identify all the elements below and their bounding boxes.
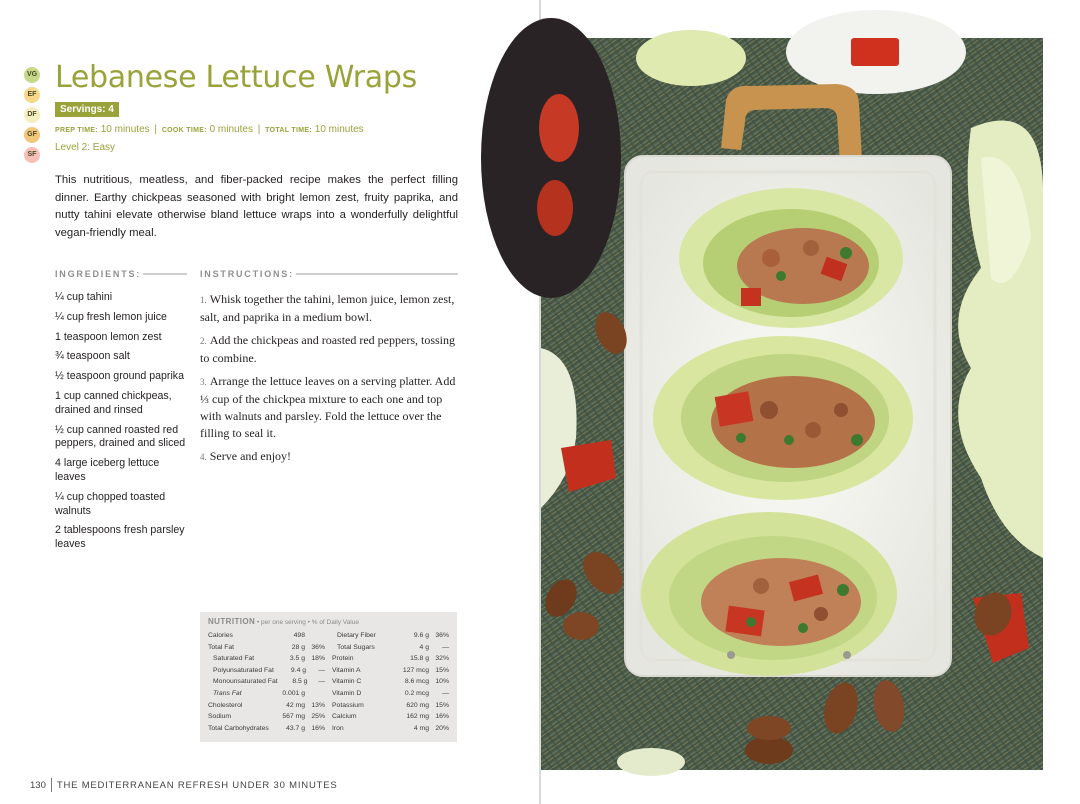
instructions-heading [200, 269, 458, 279]
nutrition-row [332, 676, 449, 688]
servings-badge: Servings: 4 [55, 102, 119, 117]
nutrient-pct: 32% [435, 655, 449, 663]
nutrient-name: Total Carbohydrates [208, 724, 269, 732]
ingredient-item: 1 cup canned chickpeas, drained and rinsed [55, 389, 172, 416]
nutrient-name: Vitamin D [332, 689, 362, 697]
nutrition-row [332, 665, 449, 677]
ingredients-list [55, 291, 190, 558]
heading-rule [143, 273, 187, 275]
recipe-photo [541, 38, 1043, 770]
nutrient-amount: 4 g [419, 643, 429, 651]
step-number: 3. [200, 377, 207, 388]
nutrition-row [208, 665, 325, 677]
time-separator: | [154, 124, 158, 135]
nutrition-panel [200, 612, 457, 742]
nutrition-row [332, 700, 449, 712]
nutrition-left-column [208, 630, 325, 734]
nutrient-name: Cholesterol [208, 701, 243, 709]
heading-rule [296, 273, 458, 275]
nutrient-amount: 0.001 g [282, 689, 305, 697]
prep-time-value: 10 minutes [100, 124, 150, 135]
ingredient-item: 1 teaspoon lemon zest [55, 330, 162, 343]
nutrient-name: Polyunsaturated Fat [213, 666, 274, 674]
nutrient-name: Total Sugars [337, 643, 375, 651]
recipe-intro: This nutritious, meatless, and fiber-packed recipe makes the perfect filling dinner. Earthy chickpeas seasoned with bright lemon zest, fruity paprika, and nutty tahini elevate otherwise bland lettuce wraps into a wonderfully delightful vegan-friendly meal. [55, 174, 458, 239]
nutrient-pct: 15% [435, 701, 449, 709]
nutrition-row [208, 711, 325, 723]
nutrient-pct: 36% [311, 643, 325, 651]
prep-time-label: PREP TIME: [55, 127, 98, 134]
ingredient-item: ¼ cup chopped toasted walnuts [55, 490, 166, 517]
page-number: 130 [30, 779, 46, 791]
nutrient-pct [305, 688, 325, 700]
footer-divider [51, 778, 52, 792]
nutrient-amount: 8.5 g [292, 678, 308, 686]
ingredient-item: 4 large iceberg lettuce leaves [55, 457, 160, 483]
nutrient-pct: 16% [311, 724, 325, 732]
ingredients-heading [55, 269, 187, 279]
step-text: Serve and enjoy! [209, 448, 292, 463]
instruction-step [200, 448, 456, 466]
nutrient-name: Calcium [332, 713, 357, 721]
nutrient-name: Trans Fat [213, 689, 242, 697]
nutrient-amount: 567 mg [282, 713, 305, 721]
nutrient-amount: 15.8 g [410, 655, 429, 663]
cook-time-value: 0 minutes [209, 124, 253, 135]
cook-time-label: COOK TIME: [161, 127, 207, 134]
nutrient-pct: 10% [435, 678, 449, 686]
nutrient-name: Total Fat [208, 643, 235, 651]
nutrient-amount: 4 mg [413, 724, 429, 732]
nutrient-amount: 43.7 g [286, 724, 305, 732]
nutrition-row [332, 642, 449, 654]
nutrient-amount: 3.5 g [289, 655, 305, 663]
nutrient-pct: 16% [435, 713, 449, 721]
recipe-title: Lebanese Lettuce Wraps [55, 60, 417, 95]
nutrient-amount: 9.4 g [290, 666, 307, 674]
nutrition-row [332, 630, 449, 642]
vegan-badge: VG [24, 67, 40, 83]
nutrient-amount: 42 mg [286, 701, 305, 709]
nutrition-row [208, 688, 325, 700]
nutrient-amount: 0.2 mcg [404, 689, 429, 697]
ingredient-item: 2 tablespoons fresh parsley leaves [55, 524, 185, 551]
nutrient-pct: 15% [435, 666, 449, 674]
nutrition-row [208, 630, 325, 642]
page-footer [30, 778, 338, 792]
instructions-list [200, 291, 456, 472]
nutrient-name: Protein [332, 655, 354, 663]
nutrient-pct: 25% [311, 713, 325, 721]
nutrient-pct: — [318, 678, 325, 686]
nutrient-name: Monounsaturated Fat [213, 678, 278, 686]
instructions-heading-text: INSTRUCTIONS: [200, 269, 294, 279]
nutrient-pct: 36% [435, 632, 449, 639]
nutrient-name: Calories [208, 632, 233, 639]
nutrition-row [208, 723, 325, 735]
nutrient-name: Dietary Fiber [337, 632, 376, 639]
soy-free-badge: SF [24, 147, 40, 163]
nutrient-pct: 20% [435, 724, 449, 732]
nutrient-amount: 498 [293, 632, 305, 639]
nutrient-pct: — [318, 666, 325, 674]
nutrition-row [208, 653, 325, 665]
instruction-step [200, 332, 456, 367]
nutrient-name: Potassium [332, 701, 364, 709]
nutrient-pct: — [442, 643, 449, 651]
nutrition-right-column [332, 630, 449, 734]
instruction-step [200, 373, 456, 441]
difficulty-level: Level 2: Easy [55, 142, 116, 153]
nutrition-row [208, 676, 325, 688]
ingredient-item: ½ cup canned roasted red peppers, drained and sliced [55, 423, 186, 450]
book-title: THE MEDITERRANEAN REFRESH UNDER 30 MINUTES [56, 779, 338, 791]
nutrient-name: Vitamin C [332, 678, 362, 686]
nutrient-pct [305, 630, 325, 642]
nutrient-pct: 13% [311, 701, 325, 709]
egg-free-badge: EF [24, 87, 40, 103]
nutrient-amount: 620 mg [406, 701, 429, 709]
time-separator: | [257, 124, 261, 135]
nutrition-title: NUTRITION [208, 617, 256, 626]
nutrient-amount: 127 mcg [402, 666, 429, 674]
nutrition-row [208, 700, 325, 712]
nutrition-subtitle: • per one serving • % of Daily Value [255, 619, 359, 626]
diet-badges [24, 67, 42, 167]
total-time-label: TOTAL TIME: [265, 127, 312, 134]
nutrition-row [332, 711, 449, 723]
nutrition-header [208, 617, 449, 626]
step-text: Add the chickpeas and roasted red peppers, tossing to combine. [200, 333, 456, 365]
dairy-free-badge: DF [24, 107, 40, 123]
nutrient-amount: 162 mg [406, 713, 429, 721]
instruction-step [200, 291, 456, 326]
nutrient-amount: 8.6 mcg [404, 678, 429, 686]
nutrient-pct: 18% [311, 655, 325, 663]
nutrient-pct: — [442, 689, 449, 697]
ingredient-item: ¼ cup fresh lemon juice [55, 310, 167, 323]
nutrient-name: Saturated Fat [213, 655, 255, 663]
nutrient-name: Sodium [208, 713, 232, 721]
nutrient-amount: 28 g [291, 643, 305, 651]
step-number: 1. [200, 295, 207, 305]
nutrition-row [332, 688, 449, 700]
nutrition-row [332, 653, 449, 665]
ingredients-heading-text: INGREDIENTS: [55, 269, 142, 279]
step-number: 4. [200, 451, 207, 462]
gluten-free-badge: GF [24, 127, 40, 143]
step-text: Whisk together the tahini, lemon juice, lemon zest, salt, and paprika in a medium bowl. [200, 292, 455, 324]
ingredient-item: ½ teaspoon ground paprika [55, 370, 184, 383]
ingredient-item: ¼ cup tahini [55, 291, 113, 303]
nutrient-amount: 9.6 g [413, 632, 429, 639]
ingredient-item: ¾ teaspoon salt [55, 350, 130, 363]
nutrition-row [208, 642, 325, 654]
recipe-times [55, 124, 364, 135]
nutrient-name: Vitamin A [332, 666, 361, 674]
step-number: 2. [200, 336, 207, 347]
step-text: Arrange the lettuce leaves on a serving platter. Add ⅓ cup of the chickpea mixture to each one and top with walnuts and parsley. Fold the lettuce over the filling to seal it. [200, 374, 456, 440]
nutrition-row [332, 723, 449, 735]
total-time-value: 10 minutes [314, 124, 364, 135]
nutrient-name: Iron [332, 724, 344, 732]
